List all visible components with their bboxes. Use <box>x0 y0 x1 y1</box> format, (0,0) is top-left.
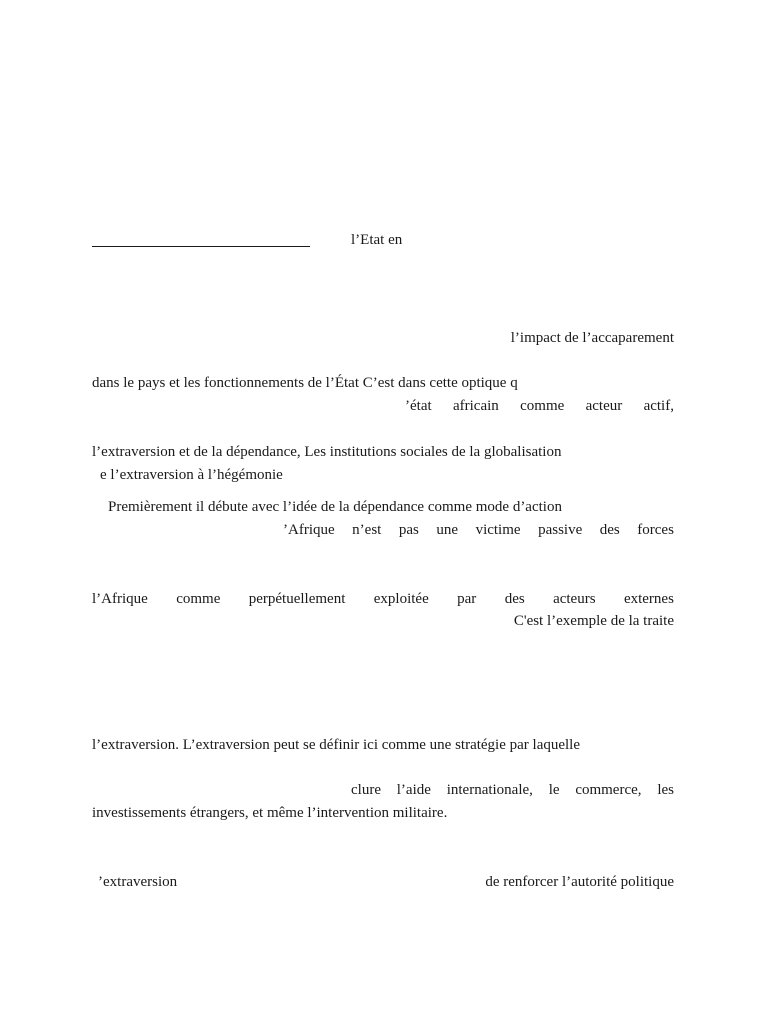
text-line-10: l’extraversion. L’extraversion peut se définir ici comme une stratégie par laquelle <box>92 737 581 753</box>
text-line-13-start: ’extraversion <box>98 874 178 890</box>
text-line-7 <box>283 521 674 539</box>
word: comme <box>176 591 221 607</box>
word: pas <box>398 522 419 538</box>
text-line-12: investissements étrangers, et même l’intervention militaire. <box>92 805 448 821</box>
word: forces <box>637 522 674 538</box>
word: par <box>457 591 477 607</box>
text-line-5: e l’extraversion à l’hégémonie <box>100 467 283 483</box>
word: l’aide <box>396 782 431 798</box>
word: l’Afrique <box>92 591 148 607</box>
text-line-13-end: de renforcer l’autorité politique <box>485 874 674 890</box>
word: victime <box>475 522 521 538</box>
word: exploitée <box>373 591 429 607</box>
word: le <box>548 782 560 798</box>
word: acteur <box>585 398 623 414</box>
word: externes <box>623 591 674 607</box>
word: ’état <box>405 398 432 414</box>
text-line-2: dans le pays et les fonctionnements de l’État C’est dans cette optique q <box>92 375 518 391</box>
word: acteurs <box>553 591 596 607</box>
underline-blank <box>92 246 310 247</box>
word: actif, <box>643 398 674 414</box>
text-line-8 <box>92 590 674 608</box>
word: des <box>504 591 525 607</box>
text-line-11 <box>351 781 674 799</box>
word: une <box>436 522 459 538</box>
word: africain <box>452 398 499 414</box>
text-line-6: Premièrement il débute avec l’idée de la dépendance comme mode d’action <box>108 499 562 515</box>
word: ’Afrique <box>283 522 335 538</box>
word: commerce, <box>575 782 642 798</box>
word: les <box>657 782 674 798</box>
word: clure <box>351 782 381 798</box>
word: perpétuellement <box>248 591 346 607</box>
heading-fragment: l’Etat en <box>351 232 403 248</box>
word: n’est <box>352 522 382 538</box>
text-line-1: l’impact de l’accaparement <box>510 330 674 346</box>
word: comme <box>520 398 565 414</box>
text-line-4: l’extraversion et de la dépendance, Les institutions sociales de la globalisation <box>92 444 562 460</box>
word: des <box>599 522 620 538</box>
word: internationale, <box>446 782 533 798</box>
text-line-9: C'est l’exemple de la traite <box>513 613 674 629</box>
word: passive <box>538 522 583 538</box>
text-line-3 <box>405 397 674 415</box>
